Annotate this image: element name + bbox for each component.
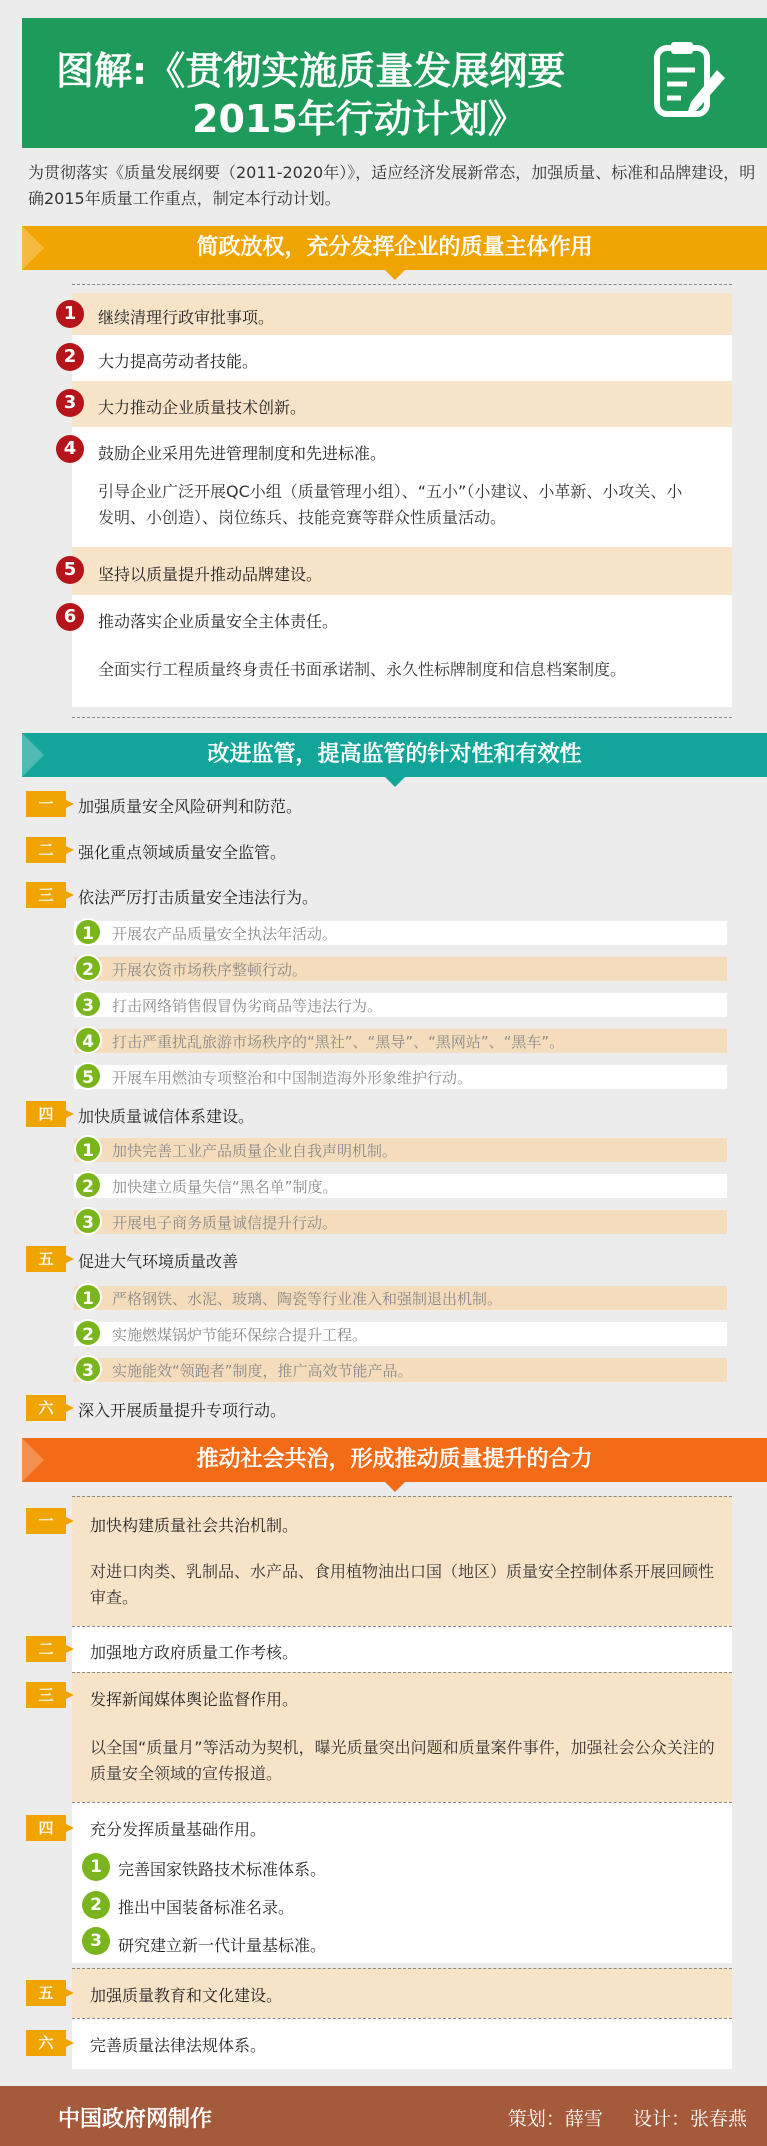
item-detail: 对进口肉类、乳制品、水产品、食用植物油出口国（地区）质量安全控制体系开展回顾性审查。	[90, 1562, 715, 1607]
sub-item-number: 3	[74, 1355, 102, 1383]
item-text: 充分发挥质量基础作用。	[90, 1820, 267, 1839]
list-item	[63, 293, 732, 335]
item-text: 大力推动企业质量技术创新。	[98, 398, 307, 417]
sub-item-number: 5	[74, 1062, 102, 1090]
list-item	[72, 2018, 732, 2069]
sub-item-number: 3	[82, 1927, 110, 1955]
item-tag: 六	[26, 1395, 66, 1421]
header-banner	[22, 18, 767, 148]
item-detail: 引导企业广泛开展QC小组（质量管理小组）、“五小”（小建议、小革新、小攻关、小发明、小创造）、岗位练兵、技能竞赛等群众性质量活动。	[98, 482, 683, 527]
sub-item-text: 实施能效“领跑者”制度，推广高效节能产品。	[112, 1362, 413, 1380]
item-tag: 六	[26, 2030, 66, 2056]
sub-item	[74, 1286, 727, 1310]
list-item	[72, 1802, 732, 1963]
sub-item-text: 打击严重扰乱旅游市场秩序的“黑社”、“黑导”、“黑网站”、“黑车”。	[112, 1033, 565, 1051]
banner-decoration	[22, 1438, 44, 1482]
sub-item-text: 加快完善工业产品质量企业自我声明机制。	[112, 1142, 398, 1160]
sub-item	[74, 1138, 727, 1162]
item-text: 促进大气环境质量改善	[78, 1252, 239, 1271]
banner-decoration	[22, 733, 44, 777]
item-detail: 以全国“质量月”等活动为契机，曝光质量突出问题和质量案件事件，加强社会公众关注的质量安全领域的宣传报道。	[90, 1738, 715, 1783]
sub-item-number: 3	[74, 990, 102, 1018]
item-number: 6	[56, 603, 84, 631]
item-number: 3	[56, 389, 84, 417]
item-number: 1	[56, 300, 84, 328]
sub-item-text: 严格钢铁、水泥、玻璃、陶瓷等行业准入和强制退出机制。	[112, 1290, 503, 1308]
page-title-line2: 2015年行动计划》	[192, 97, 526, 141]
sub-item-text: 实施燃煤锅炉节能环保综合提升工程。	[112, 1326, 368, 1344]
sub-item-text: 加快建立质量失信“黑名单”制度。	[112, 1178, 338, 1196]
item-number: 4	[56, 435, 84, 463]
footer-credit: 中国政府网制作	[58, 2107, 213, 2132]
list-item	[72, 1496, 732, 1627]
item-tag: 三	[26, 882, 66, 908]
list-item	[72, 1968, 732, 2019]
section1-list	[63, 284, 732, 718]
sub-item-number: 3	[74, 1207, 102, 1235]
list-item	[72, 1626, 732, 1673]
section3-banner	[22, 1438, 767, 1482]
section2-title: 改进监管，提高监管的针对性和有效性	[207, 742, 582, 767]
sub-item-text: 开展电子商务质量诚信提升行动。	[112, 1214, 338, 1232]
item-text: 加快质量诚信体系建设。	[78, 1107, 255, 1126]
sub-item-text: 开展农产品质量安全执法年活动。	[112, 925, 338, 943]
sub-item-number: 1	[74, 1135, 102, 1163]
item-text: 强化重点领域质量安全监管。	[78, 843, 287, 862]
sub-item-number: 1	[74, 918, 102, 946]
item-text: 鼓励企业采用先进管理制度和先进标准。	[98, 444, 387, 463]
banner-arrow	[385, 1482, 405, 1492]
sub-item	[74, 1210, 727, 1234]
item-number: 5	[56, 556, 84, 584]
footer	[0, 2086, 767, 2146]
section1-title: 简政放权，充分发挥企业的质量主体作用	[196, 235, 593, 260]
footer-staff	[484, 2104, 747, 2131]
sub-item	[74, 921, 727, 945]
item-detail: 全面实行工程质量终身责任书面承诺制、永久性标牌制度和信息档案制度。	[98, 660, 627, 679]
sub-item-number: 1	[74, 1283, 102, 1311]
item-text: 大力提高劳动者技能。	[98, 352, 259, 371]
item-text: 继续清理行政审批事项。	[98, 308, 275, 327]
section3-title: 推动社会共治，形成推动质量提升的合力	[196, 1447, 593, 1472]
sub-item	[74, 1174, 727, 1198]
sub-item-text: 研究建立新一代计量基标准。	[118, 1936, 327, 1955]
document-pen-icon	[651, 40, 727, 126]
item-tag: 二	[26, 837, 66, 863]
sub-item-text: 开展农资市场秩序整顿行动。	[112, 961, 308, 979]
sub-item-text: 完善国家铁路技术标准体系。	[118, 1860, 327, 1879]
sub-item-number: 2	[74, 1171, 102, 1199]
page-title-line1: 图解:《贯彻实施质量发展纲要	[56, 49, 566, 93]
item-text: 加强质量教育和文化建设。	[90, 1986, 283, 2005]
banner-arrow	[385, 270, 405, 280]
sub-item	[74, 1322, 727, 1346]
sub-item-number: 2	[74, 1319, 102, 1347]
item-text: 推动落实企业质量安全主体责任。	[98, 612, 339, 631]
list-item	[63, 595, 732, 707]
sub-item-number: 2	[74, 954, 102, 982]
list-item	[63, 381, 732, 427]
item-tag: 五	[26, 1980, 66, 2006]
sub-item-number: 2	[82, 1891, 110, 1919]
list-item	[63, 547, 732, 595]
item-number: 2	[56, 343, 84, 371]
footer-designer: 设计：张春燕	[632, 2108, 747, 2130]
sub-item-text: 开展车用燃油专项整治和中国制造海外形象维护行动。	[112, 1069, 473, 1087]
item-text: 加快构建质量社会共治机制。	[90, 1516, 299, 1535]
sub-item	[74, 1065, 727, 1089]
item-tag: 四	[26, 1101, 66, 1127]
sub-item-text: 推出中国装备标准名录。	[118, 1898, 295, 1917]
item-tag: 一	[26, 1508, 66, 1534]
item-tag: 三	[26, 1682, 66, 1708]
item-text: 依法严厉打击质量安全违法行为。	[78, 888, 319, 907]
item-text: 加强质量安全风险研判和防范。	[78, 797, 303, 816]
sub-item	[74, 1358, 727, 1382]
list-item	[63, 335, 732, 381]
sub-item	[74, 993, 727, 1017]
list-item	[72, 1672, 732, 1803]
sub-item	[74, 957, 727, 981]
item-text: 深入开展质量提升专项行动。	[78, 1401, 287, 1420]
sub-item-text: 打击网络销售假冒伪劣商品等违法行为。	[112, 997, 383, 1015]
item-text: 完善质量法律法规体系。	[90, 2036, 267, 2055]
list-item	[63, 427, 732, 547]
item-tag: 二	[26, 1636, 66, 1662]
sub-item	[74, 1029, 727, 1053]
footer-planner: 策划：薛雪	[507, 2108, 603, 2130]
item-text: 坚持以质量提升推动品牌建设。	[98, 565, 323, 584]
section2-banner	[22, 733, 767, 777]
section1-banner	[22, 226, 767, 270]
banner-arrow	[385, 777, 405, 787]
item-text: 发挥新闻媒体舆论监督作用。	[90, 1690, 299, 1709]
item-tag: 一	[26, 791, 66, 817]
banner-decoration	[22, 226, 44, 270]
sub-item-number: 4	[74, 1026, 102, 1054]
sub-item-number: 1	[82, 1853, 110, 1881]
item-text: 加强地方政府质量工作考核。	[90, 1643, 299, 1662]
intro-paragraph: 为贯彻落实《质量发展纲要（2011-2020年）》，适应经济发展新常态，加强质量、标准和品牌建设，明确2015年质量工作重点，制定本行动计划。	[28, 163, 756, 208]
item-tag: 四	[26, 1815, 66, 1841]
item-tag: 五	[26, 1246, 66, 1272]
